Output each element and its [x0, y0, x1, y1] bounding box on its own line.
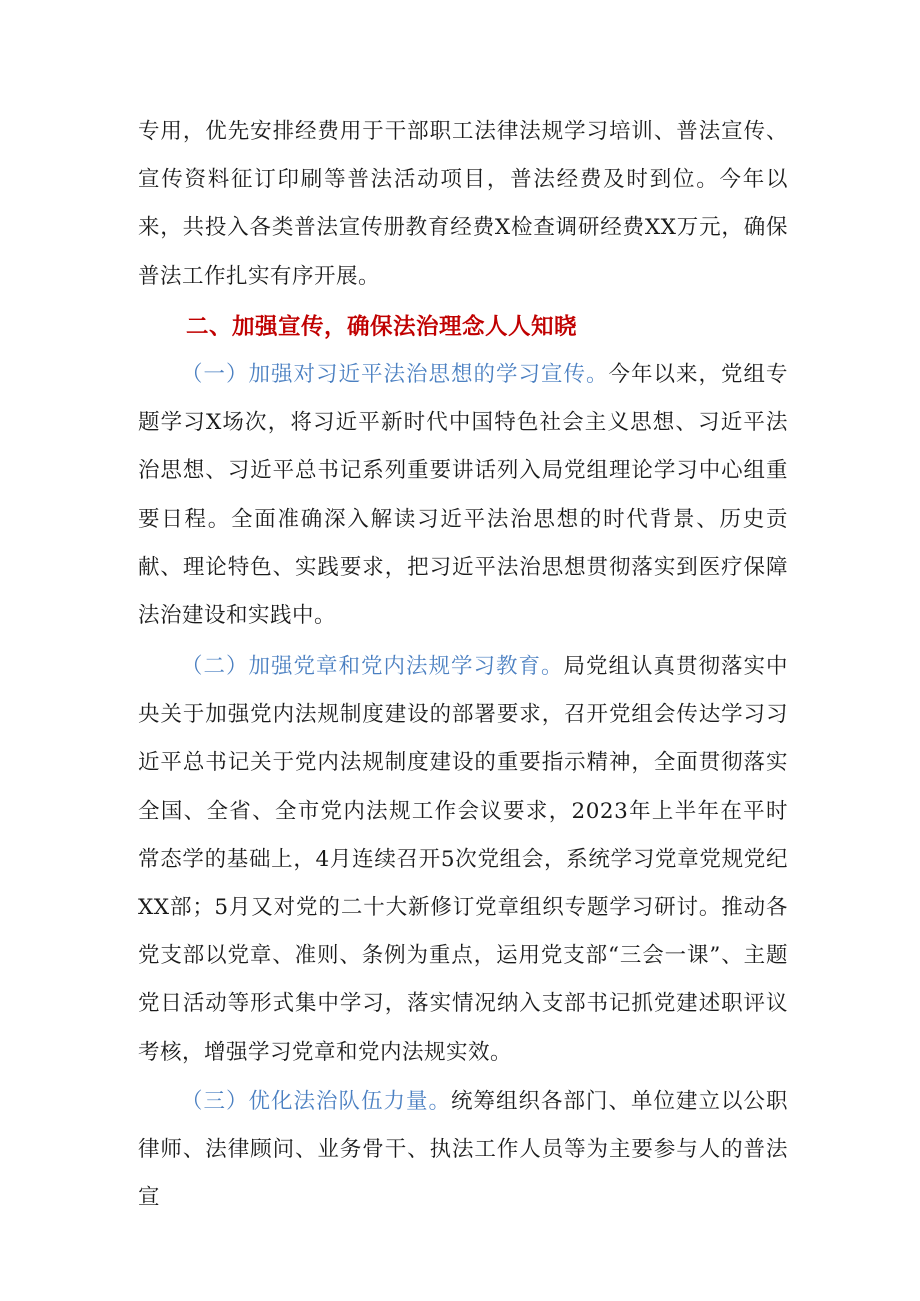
paragraph-text: 局党组认真贯彻落实中央关于加强党内法规制度建设的部署要求，召开党组会传达学习习近平总书记关于党内法规制度建设的重要指示精神，全面贯彻落实全国、全省、全市党内法规工作会议要求，2023年上半年在平时常态学的基础上，4月连续召开5次党组会，系统学习党章党规党纪XX部；5月又对党的二十大新修订党章组织专题学习研讨。推动各党支部以党章、准则、条例为重点，运用党支部“三会一课”、主题党日活动等形式集中学习，落实情况纳入支部书记抓党建述职评议考核，增强学习党章和党内法规实效。	[138, 654, 788, 1065]
paragraph-funding	[138, 108, 788, 301]
paragraph-xi-law-thought	[138, 351, 788, 640]
paragraph-text: 今年以来，党组专题学习X场次，将习近平新时代中国特色社会主义思想、习近平法治思想、习近平总书记系列重要讲话列入局党组理论学习中心组重要日程。全面准确深入解读习近平法治思想的时代背景、历史贡献、理论特色、实践要求，把习近平法治思想贯彻落实到医疗保障法治建设和实践中。	[138, 362, 788, 629]
paragraph-legal-team	[138, 1078, 788, 1223]
subsection-heading: （三）优化法治队伍力量。	[181, 1089, 451, 1114]
paragraph-party-regulations	[138, 643, 788, 1077]
subsection-heading: （二）加强党章和党内法规学习教育。	[181, 654, 564, 679]
subsection-heading: （一）加强对习近平法治思想的学习宣传。	[181, 362, 609, 387]
paragraph-text: 统筹组织各部门、单位建立以公职律师、法律顾问、业务骨干、执法工作人员等为主要参与人的普法宣	[138, 1089, 788, 1211]
section-heading: 二、加强宣传，确保法治理念人人知晓	[186, 314, 578, 340]
paragraph-text: 专用，优先安排经费用于干部职工法律法规学习培训、普法宣传、宣传资料征订印刷等普法活动项目，普法经费及时到位。今年以来，共投入各类普法宣传册教育经费X检查调研经费XX万元，确保普法工作扎实有序开展。	[138, 119, 788, 289]
